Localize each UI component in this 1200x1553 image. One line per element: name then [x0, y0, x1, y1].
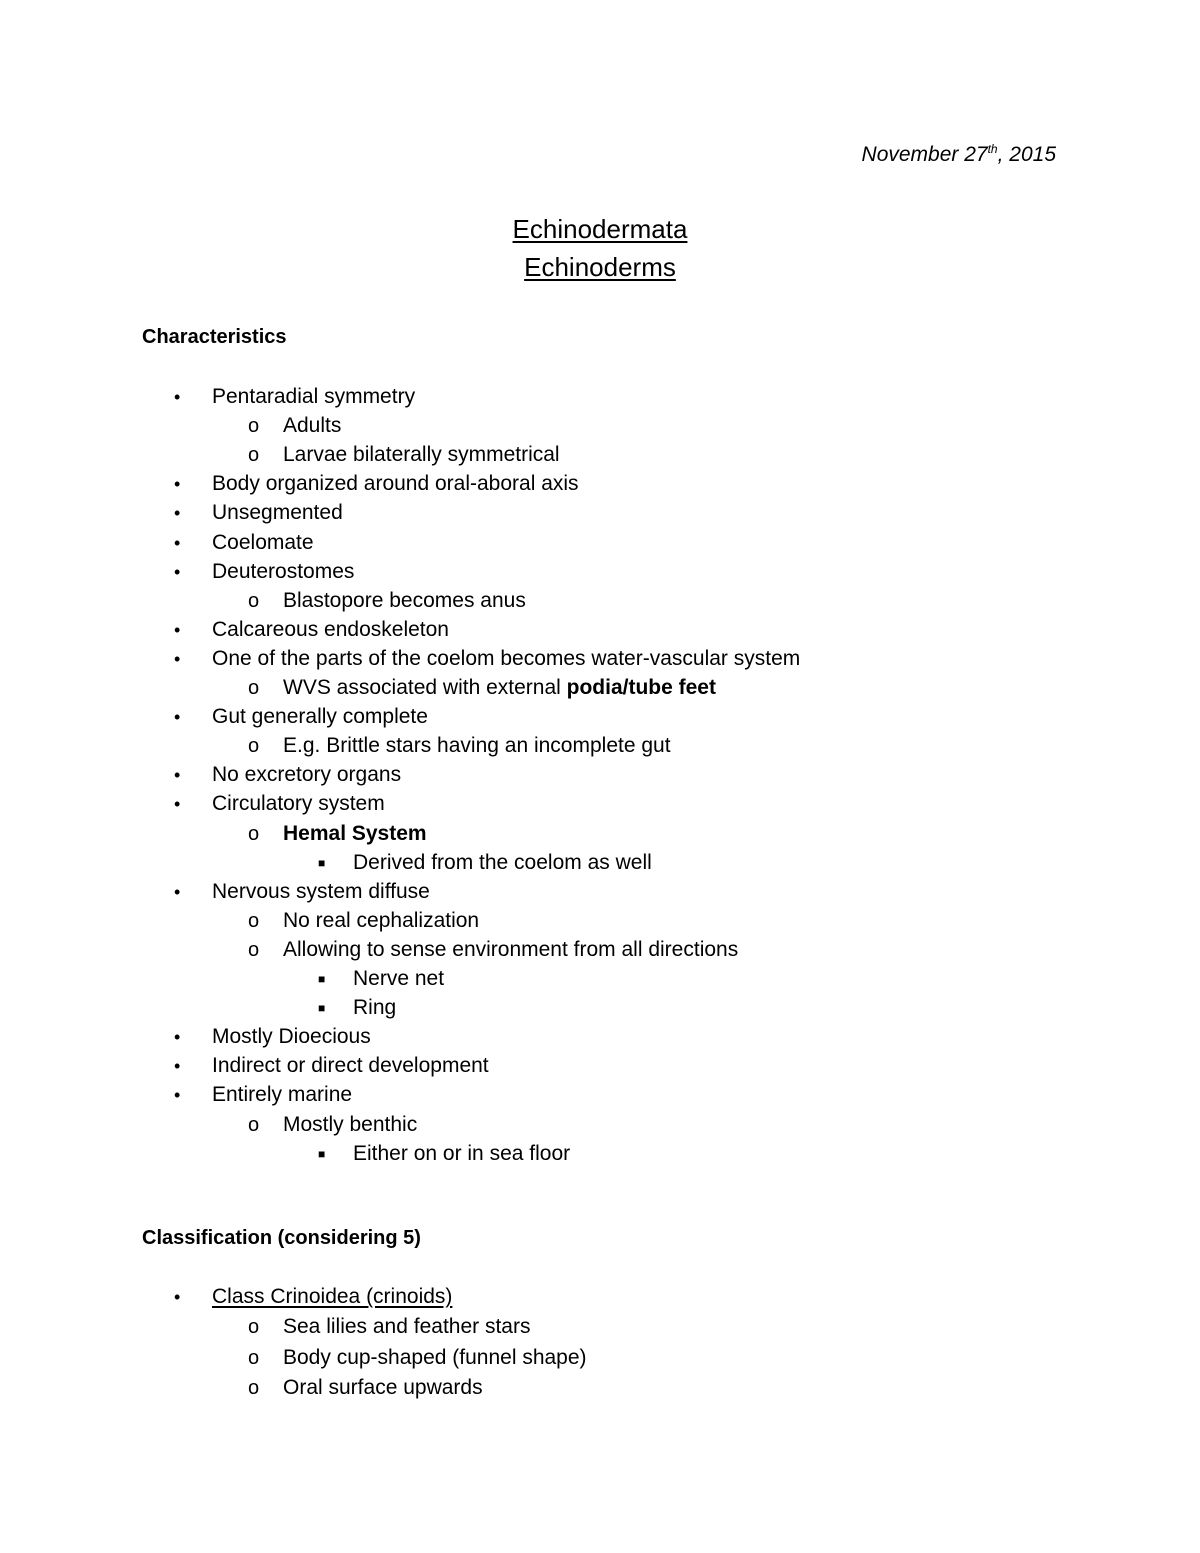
list-item-text: Circulatory system	[212, 792, 385, 816]
list-item-text: Blastopore becomes anus	[283, 588, 526, 612]
bullet-icon: •	[174, 648, 181, 669]
list-item-text: Adults	[283, 414, 342, 438]
list-item-text: No real cephalization	[283, 908, 480, 932]
list-item-text: Body organized around oral-aboral axis	[212, 472, 579, 496]
square-bullet-icon: ■	[318, 1146, 326, 1161]
list-item-text: Pentaradial symmetry	[212, 385, 416, 408]
list-item-text: Nerve net	[353, 967, 445, 990]
circle-bullet-icon: o	[248, 938, 260, 961]
list-item-text	[283, 821, 427, 847]
list-item-text: Either on or in sea floor	[353, 1141, 571, 1165]
list-item-text: Unsegmented	[212, 501, 343, 525]
circle-bullet-icon: o	[248, 735, 260, 758]
bullet-icon: •	[174, 387, 181, 407]
bullet-icon: •	[174, 619, 181, 640]
circle-bullet-icon: o	[248, 1346, 260, 1369]
list-item-text: E.g. Brittle stars having an incomplete gut	[283, 734, 671, 758]
list-item-text: No excretory organs	[212, 763, 402, 787]
circle-bullet-icon: o	[248, 1376, 260, 1399]
list-item-text: Larvae bilaterally symmetrical	[283, 443, 560, 467]
bullet-icon: •	[174, 1056, 181, 1077]
list-item-text: Mostly Dioecious	[212, 1025, 371, 1049]
list-item-text: Calcareous endoskeleton	[212, 617, 449, 641]
list-item-text: Sea lilies and feather stars	[283, 1315, 531, 1339]
page-subtitle: Echinoderms	[524, 252, 676, 282]
list-item-text: Class Crinoidea (crinoids)	[212, 1285, 453, 1308]
bullet-icon: •	[174, 532, 181, 553]
bullet-icon: •	[174, 1085, 181, 1106]
bullet-icon: •	[174, 474, 181, 495]
list-item-text: Gut generally complete	[212, 705, 428, 729]
list-item-text: Deuterostomes	[212, 559, 355, 583]
date-suffix: th	[987, 142, 998, 156]
page-title: Echinodermata	[512, 214, 688, 244]
bold-term: podia/tube feet	[566, 676, 716, 699]
list-item-text: Body cup-shaped (funnel shape)	[283, 1345, 587, 1369]
classification-heading: Classification (considering 5)	[142, 1227, 421, 1249]
list-item-text: Entirely marine	[212, 1083, 353, 1107]
list-item-text: Indirect or direct development	[212, 1054, 489, 1078]
bold-term: Hemal System	[283, 821, 427, 845]
square-bullet-icon: ■	[318, 855, 326, 870]
list-item-text: Oral surface upwards	[283, 1375, 483, 1399]
date-year: , 2015	[997, 143, 1056, 166]
circle-bullet-icon: o	[248, 415, 260, 438]
date-month-day: November 27	[861, 143, 988, 166]
square-bullet-icon: ■	[318, 972, 326, 986]
bullet-icon: •	[174, 1287, 181, 1307]
list-item-text: Coelomate	[212, 530, 314, 554]
bullet-icon: •	[174, 503, 181, 524]
bullet-icon: •	[174, 1027, 181, 1048]
list-item-text: Mostly benthic	[283, 1112, 418, 1136]
list-item-text: Ring	[353, 996, 397, 1020]
list-item-text: Nervous system diffuse	[212, 879, 430, 903]
bullet-icon: •	[174, 707, 181, 728]
document-date	[862, 142, 1056, 167]
circle-bullet-icon: o	[248, 822, 260, 845]
bullet-icon: •	[174, 765, 181, 786]
list-item-text: Derived from the coelom as well	[353, 850, 652, 874]
bullet-icon: •	[174, 561, 181, 582]
circle-bullet-icon: o	[248, 909, 260, 932]
circle-bullet-icon: o	[248, 589, 260, 612]
bullet-icon: •	[174, 881, 181, 902]
circle-bullet-icon: o	[248, 1316, 260, 1339]
list-item-text: One of the parts of the coelom becomes water-vascular system	[212, 646, 801, 670]
square-bullet-icon: ■	[318, 1001, 326, 1016]
list-item-text: WVS associated with external podia/tube feet	[283, 676, 716, 699]
circle-bullet-icon: o	[248, 677, 260, 699]
circle-bullet-icon: o	[248, 444, 260, 467]
list-item-text: Allowing to sense environment from all directions	[283, 937, 739, 961]
characteristics-heading: Characteristics	[142, 326, 287, 348]
bullet-icon: •	[174, 794, 181, 815]
circle-bullet-icon: o	[248, 1113, 260, 1136]
